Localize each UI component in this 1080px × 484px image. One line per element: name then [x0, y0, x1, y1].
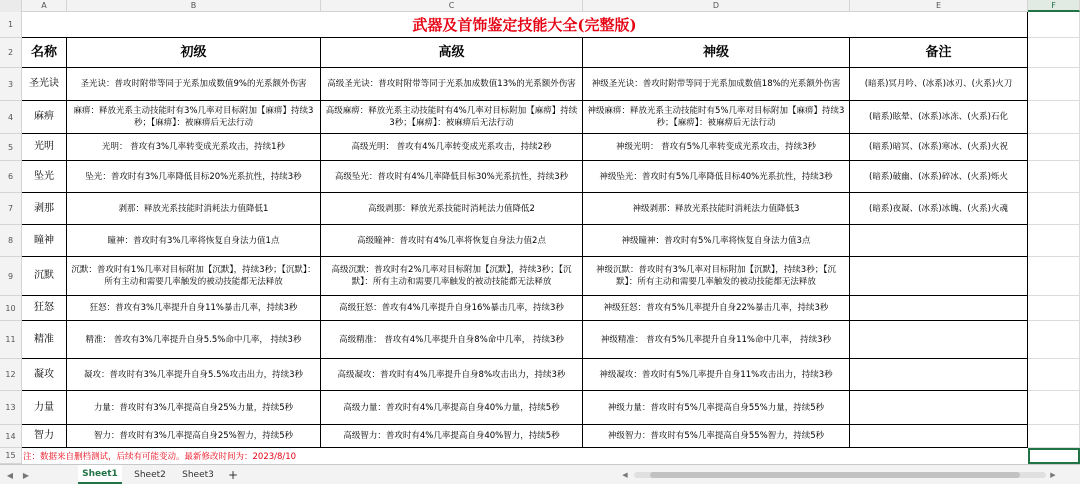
- cell-divine[interactable]: 神级剥那：释放光系技能时消耗法力值降低3: [583, 193, 850, 225]
- row-header-15[interactable]: 15: [0, 448, 22, 464]
- prev-sheet-icon[interactable]: ◀: [6, 470, 14, 480]
- cell-advanced[interactable]: 高级沉默：普攻时有2%几率对目标附加【沉默】，持续3秒；【沉默】：所有主动和需要几率触发的被动技能都无法释放: [321, 257, 583, 296]
- column-header-c[interactable]: C: [321, 0, 583, 12]
- cell-basic[interactable]: 麻痹：释放光系主动技能时有3%几率对目标附加【麻痹】持续3秒；【麻痹】：被麻痹后无法行动: [67, 101, 321, 134]
- cell-f[interactable]: [1028, 391, 1080, 425]
- cell-remark[interactable]: (暗系)冥月吟、(冰系)冰刃、(火系)火刀: [850, 68, 1028, 101]
- cell-name[interactable]: 狂怒: [22, 296, 67, 321]
- header-basic[interactable]: 初级: [67, 38, 321, 68]
- cell-f[interactable]: [1028, 321, 1080, 359]
- column-header-d[interactable]: D: [583, 0, 850, 12]
- cell-basic[interactable]: 瞳神：普攻时有3%几率将恢复自身法力值1点: [67, 225, 321, 257]
- cell-advanced[interactable]: 高级瞳神：普攻时有4%几率将恢复自身法力值2点: [321, 225, 583, 257]
- cell-advanced[interactable]: 高级圣光诀：普攻时附带等同于光系加成数值13%的光系额外伤害: [321, 68, 583, 101]
- row-header-5[interactable]: 5: [0, 134, 22, 161]
- column-header-a[interactable]: A: [22, 0, 67, 12]
- cell-f[interactable]: [1028, 38, 1080, 68]
- row-header-9[interactable]: 9: [0, 257, 22, 296]
- cell-basic[interactable]: 沉默：普攻时有1%几率对目标附加【沉默】，持续3秒；【沉默】：所有主动和需要几率触发的被动技能都无法释放: [67, 257, 321, 296]
- cell-name[interactable]: 坠光: [22, 161, 67, 193]
- cell-advanced[interactable]: 高级坠光：普攻时有4%几率降低目标30%光系抗性，持续3秒: [321, 161, 583, 193]
- cell-advanced[interactable]: 高级麻痹：释放光系主动技能时有4%几率对目标附加【麻痹】持续3秒；【麻痹】：被麻痹后无法行动: [321, 101, 583, 134]
- column-header-bar: [0, 0, 1080, 12]
- cell-remark[interactable]: [850, 296, 1028, 321]
- cell-divine[interactable]: 神级麻痹：释放光系主动技能时有5%几率对目标附加【麻痹】持续3秒；【麻痹】：被麻痹后无法行动: [583, 101, 850, 134]
- cell-remark[interactable]: (暗系)破幽、(冰系)碎冰、(火系)烁火: [850, 161, 1028, 193]
- cell-f[interactable]: [1028, 134, 1080, 161]
- cell-advanced[interactable]: 高级凝攻：普攻时有4%几率提升自身8%攻击出力，持续3秒: [321, 359, 583, 391]
- cell-name[interactable]: 剥那: [22, 193, 67, 225]
- row-header-8[interactable]: 8: [0, 225, 22, 257]
- cell-divine[interactable]: 神级圣光诀：普攻时附带等同于光系加成数值18%的光系额外伤害: [583, 68, 850, 101]
- cell-basic[interactable]: 坠光：普攻时有3%几率降低目标20%光系抗性，持续3秒: [67, 161, 321, 193]
- cell-remark[interactable]: [850, 225, 1028, 257]
- cell-divine[interactable]: 神级精准： 普攻有5%几率提升自身11%命中几率， 持续3秒: [583, 321, 850, 359]
- column-header-b[interactable]: B: [67, 0, 321, 12]
- add-sheet-button[interactable]: +: [227, 467, 239, 482]
- cell-f[interactable]: [1028, 296, 1080, 321]
- cell-f[interactable]: [1028, 12, 1080, 38]
- column-header-e[interactable]: E: [850, 0, 1028, 12]
- header-remark[interactable]: 备注: [850, 38, 1028, 68]
- cell-f[interactable]: [1028, 68, 1080, 101]
- cell-advanced[interactable]: 高级剥那：释放光系技能时消耗法力值降低2: [321, 193, 583, 225]
- row-header-1[interactable]: 1: [0, 12, 22, 38]
- tab-sheet1[interactable]: Sheet1: [78, 465, 122, 484]
- scroll-right-icon[interactable]: ▶: [1050, 471, 1056, 479]
- cell-divine[interactable]: 神级力量：普攻时有5%几率提高自身55%力量，持续5秒: [583, 391, 850, 425]
- row-header-10[interactable]: 10: [0, 296, 22, 321]
- cell-remark[interactable]: (暗系)夜凝、(冰系)冰魄、(火系)火魂: [850, 193, 1028, 225]
- cell-remark[interactable]: [850, 359, 1028, 391]
- cell-name[interactable]: 力量: [22, 391, 67, 425]
- row-header-14[interactable]: 14: [0, 425, 22, 448]
- cell-f[interactable]: [1028, 425, 1080, 448]
- scroll-thumb[interactable]: [650, 472, 1020, 478]
- cell-basic[interactable]: 精准： 普攻有3%几率提升自身5.5%命中几率， 持续3秒: [67, 321, 321, 359]
- row-header-7[interactable]: 7: [0, 193, 22, 225]
- data-note[interactable]: 注：数据来自删档测试，后续有可能变动。最新修改时间为：2023/8/10: [23, 452, 297, 462]
- cell-basic[interactable]: 凝攻：普攻时有3%几率提升自身5.5%攻击出力，持续3秒: [67, 359, 321, 391]
- cell-divine[interactable]: 神级凝攻：普攻时有5%几率提升自身11%攻击出力，持续3秒: [583, 359, 850, 391]
- tab-sheet3[interactable]: Sheet3: [182, 469, 214, 480]
- select-all-corner[interactable]: [0, 0, 22, 12]
- cell-remark[interactable]: [850, 391, 1028, 425]
- cell-name[interactable]: 沉默: [22, 257, 67, 296]
- cell-name[interactable]: 麻痹: [22, 101, 67, 134]
- cell-remark[interactable]: (暗系)眩晕、(冰系)冰冻、(火系)石化: [850, 101, 1028, 134]
- cell-f[interactable]: [1028, 161, 1080, 193]
- header-name[interactable]: 名称: [22, 38, 67, 68]
- cell-basic[interactable]: 光明： 普攻有3%几率转变成光系攻击，持续1秒: [67, 134, 321, 161]
- cell-f[interactable]: [1028, 359, 1080, 391]
- cell-divine[interactable]: 神级狂怒：普攻有5%几率提升自身22%暴击几率，持续3秒: [583, 296, 850, 321]
- cell-remark[interactable]: (暗系)暗冥、(冰系)寒冰、(火系)火祝: [850, 134, 1028, 161]
- sheet-tab-bar: [0, 464, 1080, 484]
- cell-basic[interactable]: 圣光诀：普攻时附带等同于光系加成数值9%的光系额外伤害: [67, 68, 321, 101]
- row-header-3[interactable]: 3: [0, 68, 22, 101]
- cell-divine[interactable]: 神级瞳神：普攻时有5%几率将恢复自身法力值3点: [583, 225, 850, 257]
- next-sheet-icon[interactable]: ▶: [22, 470, 30, 480]
- tab-sheet2[interactable]: Sheet2: [134, 469, 166, 480]
- row-header-13[interactable]: 13: [0, 391, 22, 425]
- cell-f[interactable]: [1028, 101, 1080, 134]
- column-header-f[interactable]: F: [1028, 0, 1080, 12]
- cell-f[interactable]: [1028, 257, 1080, 296]
- row-header-11[interactable]: 11: [0, 321, 22, 359]
- cell-basic[interactable]: 剥那：释放光系技能时消耗法力值降低1: [67, 193, 321, 225]
- cell-name[interactable]: 凝攻: [22, 359, 67, 391]
- spreadsheet-grid[interactable]: [22, 12, 1080, 464]
- cell-divine[interactable]: 神级沉默：普攻时有3%几率对目标附加【沉默】，持续3秒；【沉默】：所有主动和需要几率触发的被动技能都无法释放: [583, 257, 850, 296]
- cell-name[interactable]: 瞳神: [22, 225, 67, 257]
- cell-remark[interactable]: [850, 321, 1028, 359]
- cell-name[interactable]: 精准: [22, 321, 67, 359]
- scroll-left-icon[interactable]: ◀: [622, 471, 628, 479]
- cell-basic[interactable]: 狂怒：普攻有3%几率提升自身11%暴击几率，持续3秒: [67, 296, 321, 321]
- cell-remark[interactable]: [850, 425, 1028, 448]
- cell-advanced[interactable]: 高级智力：普攻时有4%几率提高自身40%智力，持续5秒: [321, 425, 583, 448]
- sheet-title[interactable]: 武器及首饰鉴定技能大全(完整版): [22, 12, 1028, 38]
- cell-name[interactable]: 光明: [22, 134, 67, 161]
- row-header-6[interactable]: 6: [0, 161, 22, 193]
- cell-divine[interactable]: 神级智力：普攻时有5%几率提高自身55%智力，持续5秒: [583, 425, 850, 448]
- cell-divine[interactable]: 神级坠光：普攻时有5%几率降低目标40%光系抗性，持续3秒: [583, 161, 850, 193]
- header-advanced[interactable]: 高级: [321, 38, 583, 68]
- selected-cell-f15[interactable]: [1028, 448, 1080, 464]
- cell-name[interactable]: 圣光诀: [22, 68, 67, 101]
- header-divine[interactable]: 神级: [583, 38, 850, 68]
- cell-advanced[interactable]: 高级力量：普攻时有4%几率提高自身40%力量，持续5秒: [321, 391, 583, 425]
- cell-remark[interactable]: [850, 257, 1028, 296]
- cell-f[interactable]: [1028, 225, 1080, 257]
- cell-advanced[interactable]: 高级光明： 普攻有4%几率转变成光系攻击，持续2秒: [321, 134, 583, 161]
- cell-advanced[interactable]: 高级狂怒：普攻有4%几率提升自身16%暴击几率，持续3秒: [321, 296, 583, 321]
- cell-basic[interactable]: 力量：普攻时有3%几率提高自身25%力量，持续5秒: [67, 391, 321, 425]
- row-header-2[interactable]: 2: [0, 38, 22, 68]
- row-header-4[interactable]: 4: [0, 101, 22, 134]
- cell-advanced[interactable]: 高级精准： 普攻有4%几率提升自身8%命中几率， 持续3秒: [321, 321, 583, 359]
- horizontal-scrollbar[interactable]: [620, 470, 1060, 480]
- row-header-12[interactable]: 12: [0, 359, 22, 391]
- cell-name[interactable]: 智力: [22, 425, 67, 448]
- cell-basic[interactable]: 智力：普攻时有3%几率提高自身25%智力，持续5秒: [67, 425, 321, 448]
- cell-f[interactable]: [1028, 193, 1080, 225]
- cell-divine[interactable]: 神级光明： 普攻有5%几率转变成光系攻击，持续3秒: [583, 134, 850, 161]
